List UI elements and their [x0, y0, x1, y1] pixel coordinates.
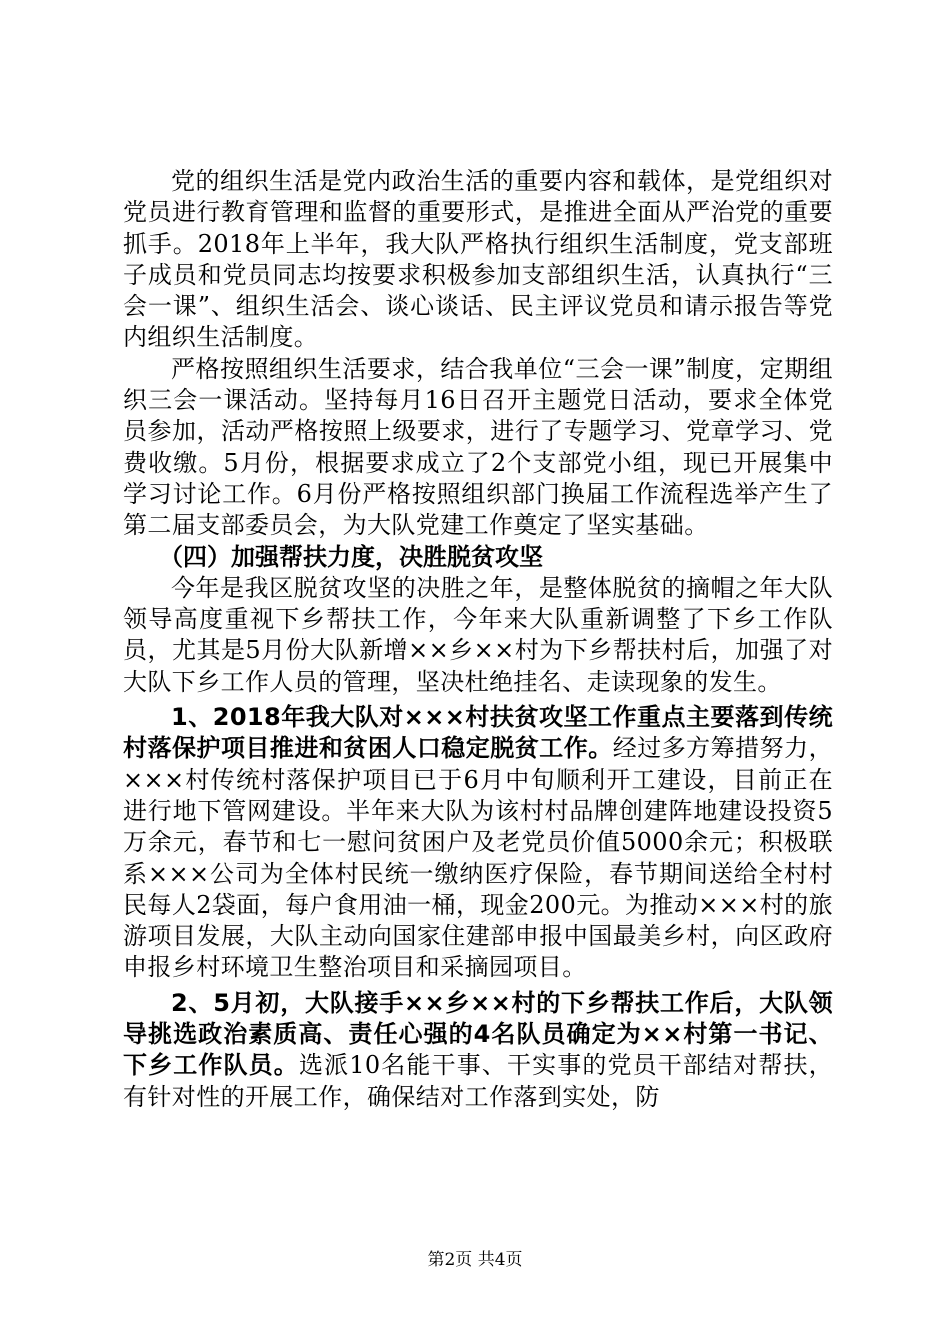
document-body	[123, 166, 833, 1113]
list-item-body: 经过多方筹措努力，×××村传统村落保护项目已于6月中旬顺利开工建设，目前正在进行地下管网建设。半年来大队为该村村品牌创建阵地建设投资5万余元，春节和七一慰问贫困户及老党员价值5000余元；积极联系×××公司为全体村民统一缴纳医疗保险，春节期间送给全村村民每人2袋面，每户食用油一桶，现金200元。为推动×××村的旅游项目发展，大队主动向国家住建部申报中国最美乡村，向区政府申报乡村环境卫生整治项目和采摘园项目。	[123, 734, 834, 982]
section-heading: （四）加强帮扶力度，决胜脱贫攻坚	[159, 542, 543, 571]
list-item-lead: 1、2018年我大队对×××村扶贫攻坚工作重点主要落到传统村落保护项目推进和贫困人口稳定脱贫工作。	[123, 703, 833, 763]
page-footer: 第2页 共4页	[427, 1250, 523, 1270]
list-item-body: 选派10名能干事、干实事的党员干部结对帮扶，有针对性的开展工作，确保结对工作落到实处，防	[123, 1051, 833, 1111]
section-intro: 今年是我区脱贫攻坚的决胜之年，是整体脱贫的摘帽之年大队领导高度重视下乡帮扶工作，今年来大队重新调整了下乡工作队员，尤其是5月份大队新增××乡××村为下乡帮扶村后，加强了对大队下乡工作人员的管理，坚决杜绝挂名、走读现象的发生。	[123, 573, 833, 696]
paragraph-organization-life: 党的组织生活是党内政治生活的重要内容和载体，是党组织对党员进行教育管理和监督的重要形式，是推进全面从严治党的重要抓手。2018年上半年，我大队严格执行组织生活制度，党支部班子成员和党员同志均按要求积极参加支部组织生活，认真执行“三会一课”、组织生活会、谈心谈话、民主评议党员和请示报告等党内组织生活制度。	[123, 167, 833, 352]
paragraph-three-meetings: 严格按照组织生活要求，结合我单位“三会一课”制度，定期组织三会一课活动。坚持每月16日召开主题党日活动，要求全体党员参加，活动严格按照上级要求，进行了专题学习、党章学习、党费收缴。5月份，根据要求成立了2个支部党小组，现已开展集中学习讨论工作。6月份严格按照组织部门换届工作流程选举产生了第二届支部委员会，为大队党建工作奠定了坚实基础。	[123, 354, 833, 540]
list-item	[123, 702, 833, 984]
list-item	[123, 988, 833, 1113]
list-item-lead: 2、5月初，大队接手××乡××村的下乡帮扶工作后，大队领导挑选政治素质高、责任心强的4名队员确定为××村第一书记、下乡工作队员。	[123, 988, 833, 1080]
